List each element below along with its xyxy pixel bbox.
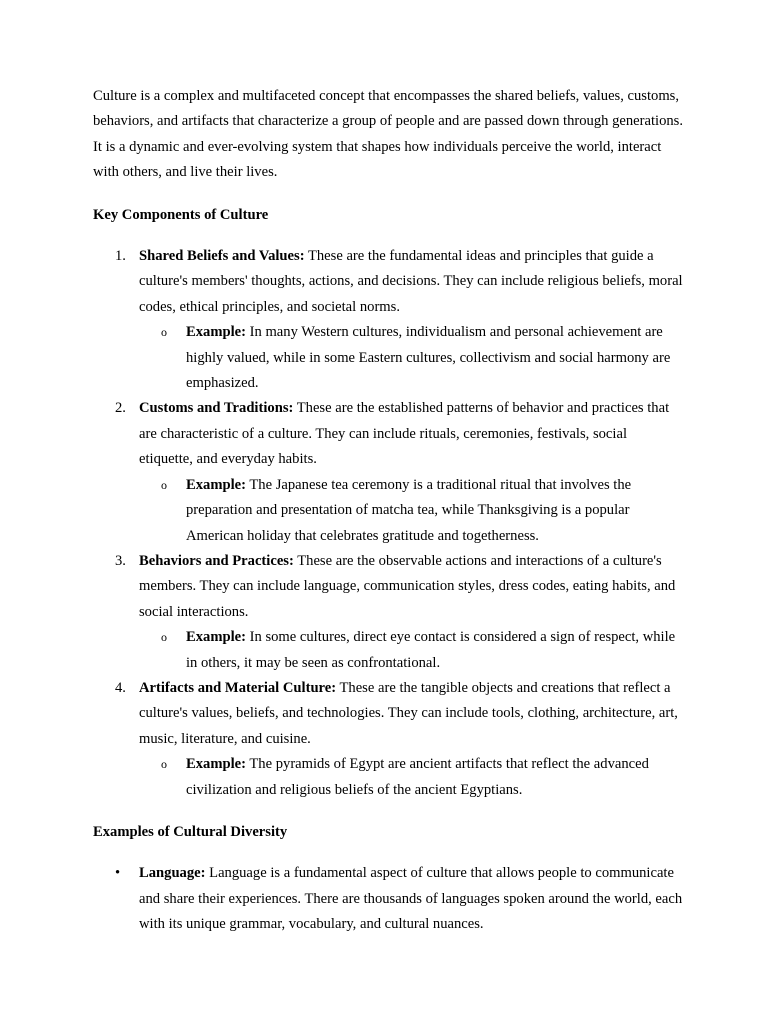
item-title: Shared Beliefs and Values: xyxy=(139,248,305,265)
example-text: In some cultures, direct eye contact is considered a sign of respect, while in others, it may be seen as confrontational. xyxy=(186,629,676,671)
example-item xyxy=(139,625,683,676)
item-text: These are the tangible objects and creations that reflect a culture's values, beliefs, and technologies. They can include tools, clothing, architecture, art, music, literature, and cuisine. xyxy=(139,679,678,747)
example-label: Example: xyxy=(186,324,246,341)
example-text: The Japanese tea ceremony is a traditional ritual that involves the preparation and presentation of matcha tea, while Thanksgiving is a popular American holiday that celebrates gratitude and togetherness. xyxy=(186,476,632,544)
item-number: 2. xyxy=(115,400,126,417)
example-text: The pyramids of Egypt are ancient artifacts that reflect the advanced civilization and religious beliefs of the ancient Egyptians. xyxy=(186,756,649,798)
example-text: In many Western cultures, individualism and personal achievement are highly valued, while in some Eastern cultures, collectivism and social harmony are emphasized. xyxy=(186,324,671,392)
document-body xyxy=(93,84,683,938)
example-list xyxy=(139,320,683,396)
item-number: 1. xyxy=(115,248,126,265)
diversity-text: Language is a fundamental aspect of culture that allows people to communicate and share their experiences. There are thousands of languages spoken around the world, each with its unique grammar, vocabulary, and cultural nuances. xyxy=(139,865,683,933)
example-item xyxy=(139,473,683,549)
circle-bullet-icon: o xyxy=(161,630,167,645)
diversity-heading: Examples of Cultural Diversity xyxy=(93,823,288,840)
item-text: These are the fundamental ideas and principles that guide a culture's members' thoughts, actions, and decisions. They can include religious beliefs, moral codes, ethical principles, and societal norms. xyxy=(139,248,683,315)
item-text: These are the observable actions and interactions of a culture's members. They can include language, communication styles, dress codes, eating habits, and social interactions. xyxy=(139,552,676,620)
component-item xyxy=(93,549,683,676)
components-list xyxy=(93,244,683,803)
diversity-list xyxy=(93,861,683,937)
example-item xyxy=(139,752,683,803)
diversity-title: Language: xyxy=(139,865,206,882)
component-item xyxy=(93,676,683,803)
item-title: Customs and Traditions: xyxy=(139,400,294,417)
item-number: 4. xyxy=(115,679,126,696)
example-label: Example: xyxy=(186,476,246,493)
example-list xyxy=(139,752,683,803)
item-title: Behaviors and Practices: xyxy=(139,552,294,569)
item-title: Artifacts and Material Culture: xyxy=(139,679,337,696)
components-heading: Key Components of Culture xyxy=(93,206,269,223)
diversity-item xyxy=(93,861,683,937)
circle-bullet-icon: o xyxy=(161,477,167,492)
item-number: 3. xyxy=(115,552,126,569)
example-list xyxy=(139,473,683,549)
item-text: These are the established patterns of behavior and practices that are characteristic of a culture. They can include rituals, ceremonies, festivals, social etiquette, and everyday habits. xyxy=(139,400,670,468)
circle-bullet-icon: o xyxy=(161,757,167,772)
bullet-icon: • xyxy=(115,865,121,882)
example-label: Example: xyxy=(186,629,246,646)
component-item xyxy=(93,244,683,396)
example-label: Example: xyxy=(186,756,246,773)
circle-bullet-icon: o xyxy=(161,325,167,340)
component-item xyxy=(93,396,683,548)
example-list xyxy=(139,625,683,676)
intro-paragraph: Culture is a complex and multifaceted concept that encompasses the shared beliefs, values, customs, behaviors, and artifacts that characterize a group of people and are passed down through generations. It is a dynamic and ever-evolving system that shapes how individuals perceive the world, interact with others, and live their lives. xyxy=(93,88,683,181)
example-item xyxy=(139,320,683,396)
